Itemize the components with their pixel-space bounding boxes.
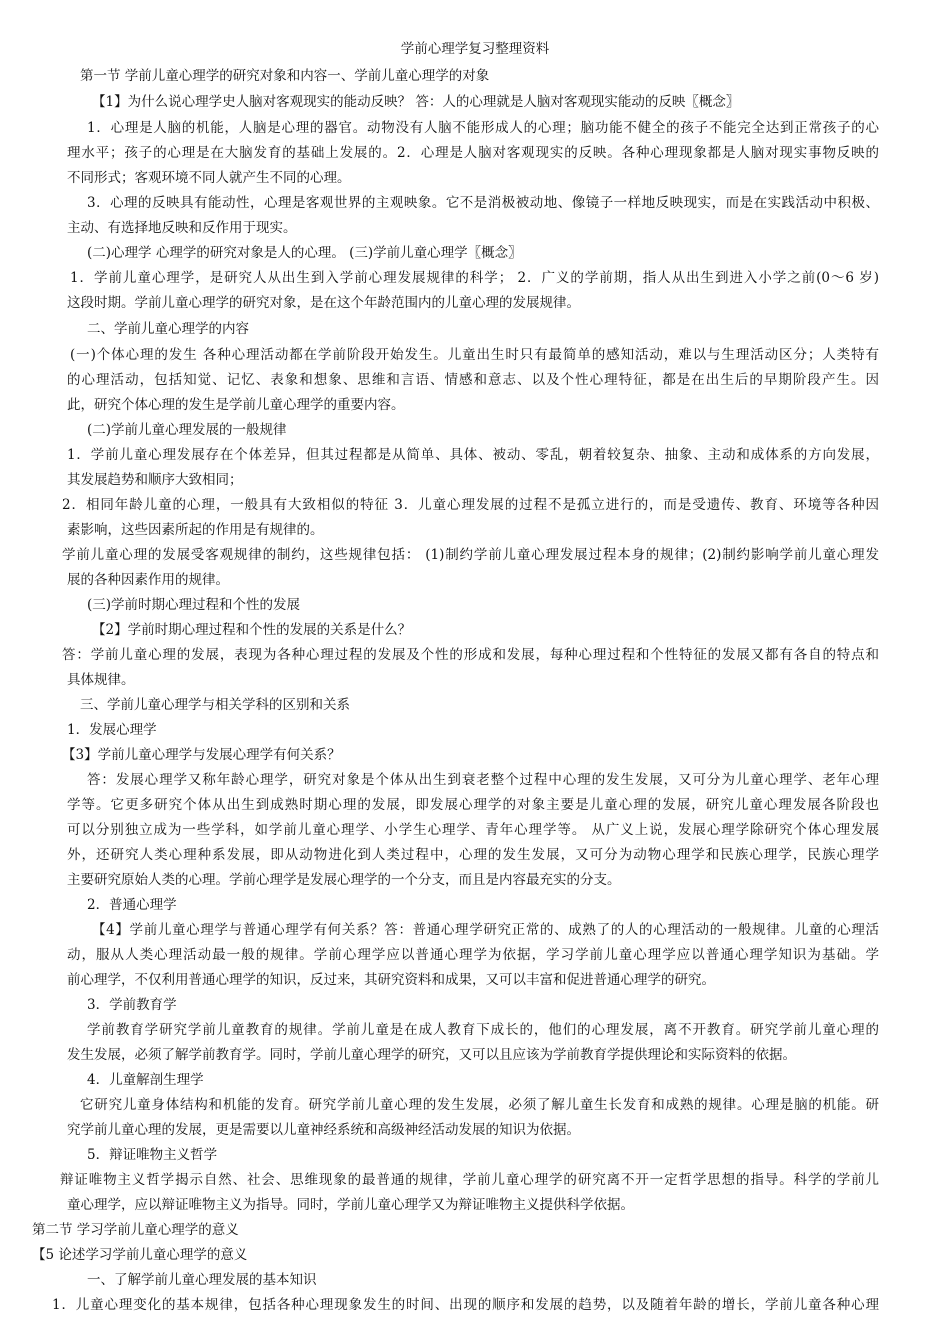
paragraph-line: 答：学前儿童心理的发展，表现为各种心理过程的发展及个性的形成和发展，每种心理过程和个性特征的发展又都有各自的特点和 — [62, 647, 879, 663]
paragraph-line: 素影响，这些因素所起的作用是有规律的。 — [67, 522, 324, 538]
section-heading: (三)学前时期心理过程和个性的发展 — [87, 597, 301, 613]
paragraph-line: 学等。它更多研究个体从出生到成熟时期心理的发展，即发展心理学的对象主要是儿童心理的发展，研究儿童心理发展各阶段也 — [67, 797, 879, 813]
paragraph-line: 外，还研究人类心理种系发展，即从动物进化到人类过程中，心理的发生发展，又可分为动物心理学和民族心理学，民族心理学 — [67, 847, 879, 863]
section-heading: 二、学前儿童心理学的内容 — [87, 321, 249, 337]
section-heading: 1．发展心理学 — [67, 722, 157, 738]
section-heading: (二)学前儿童心理发展的一般规律 — [87, 422, 287, 438]
paragraph-line: 这段时期。学前儿童心理学的研究对象，是在这个年龄范围内的儿童心理的发展规律。 — [67, 295, 580, 311]
paragraph-line: 究学前儿童心理的发展，更是需要以儿童神经系统和高级神经活动发展的知识为依据。 — [67, 1122, 580, 1138]
paragraph-line: 辩证唯物主义哲学揭示自然、社会、思维现象的最普通的规律，学前儿童心理学的研究离不开一定哲学思想的指导。科学的学前儿 — [60, 1172, 879, 1188]
paragraph-line: 3．心理的反映具有能动性，心理是客观世界的主观映象。它不是消极被动地、像镜子一样地反映现实，而是在实践活动中积极、 — [87, 195, 879, 211]
section-heading: 一、了解学前儿童心理发展的基本知识 — [87, 1272, 317, 1288]
paragraph-line: 的心理活动，包括知觉、记忆、表象和想象、思维和言语、情感和意志、以及个性心理特征，都是在出生后的早期阶段产生。因 — [67, 372, 879, 388]
paragraph-line: 1．学前儿童心理学，是研究人从出生到入学前心理发展规律的科学； 2．广义的学前期，指人从出生到进入小学之前(0～6 岁) — [70, 270, 879, 286]
paragraph-line: 理水平；孩子的心理是在大脑发育的基础上发展的。2．心理是人脑对客观现实的反映。各种心理现象都是人脑对现实事物反映的 — [67, 145, 879, 161]
paragraph-line: 其发展趋势和顺序大致相同； — [67, 472, 243, 488]
paragraph-line: 可以分别独立成为一些学科，如学前儿童心理学、小学生心理学、青年心理学等。 从广义上说，发展心理学除研究个体心理发展 — [67, 822, 879, 838]
question-line: 【5 论述学习学前儿童心理学的意义 — [32, 1247, 248, 1263]
paragraph-line: 主动、有选择地反映和反作用于现实。 — [67, 220, 297, 236]
section-heading: 第一节 学前儿童心理学的研究对象和内容一、学前儿童心理学的对象 — [80, 68, 490, 84]
question-line: 【4】学前儿童心理学与普通心理学有何关系？答：普通心理学研究正常的、成熟了的人的心理活动的一般规律。儿童的心理活 — [92, 922, 879, 938]
section-heading: 5．辩证唯物主义哲学 — [87, 1147, 218, 1163]
section-heading: 2．普通心理学 — [87, 897, 177, 913]
question-line: 【1】为什么说心理学史人脑对客观现实的能动反映？ 答：人的心理就是人脑对客观现实能动的反映〖概念〗 — [92, 94, 740, 110]
paragraph-line: 学前儿童心理的发展受客观规律的制约，这些规律包括： (1)制约学前儿童心理发展过程本身的规律；(2)制约影响学前儿童心理发 — [62, 547, 879, 563]
paragraph-line: 展的各种因素作用的规律。 — [67, 572, 229, 588]
paragraph-line: 1．儿童心理变化的基本规律，包括各种心理现象发生的时间、出现的顺序和发展的趋势，以及随着年龄的增长，学前儿童各种心理 — [52, 1297, 879, 1313]
paragraph-line: 答：发展心理学又称年龄心理学，研究对象是个体从出生到衰老整个过程中心理的发生发展，又可分为儿童心理学、老年心理 — [87, 772, 879, 788]
document-title: 学前心理学复习整理资料 — [400, 41, 550, 57]
question-line: 【2】学前时期心理过程和个性的发展的关系是什么？ — [92, 622, 412, 638]
paragraph-line: 发生发展，必须了解学前教育学。同时，学前儿童心理学的研究，又可以且应该为学前教育学提供理论和实际资料的依据。 — [67, 1047, 796, 1063]
paragraph-line: 1．心理是人脑的机能，人脑是心理的器官。动物没有人脑不能形成人的心理；脑功能不健全的孩子不能完全达到正常孩子的心 — [87, 120, 879, 136]
section-heading: 三、学前儿童心理学与相关学科的区别和关系 — [80, 697, 350, 713]
paragraph-line: 1．学前儿童心理发展存在个体差异，但其过程都是从简单、具体、被动、零乱，朝着较复杂、抽象、主动和成体系的方向发展， — [67, 447, 879, 463]
paragraph-line: (二)心理学 心理学的研究对象是人的心理。 (三)学前儿童心理学〖概念〗 — [87, 245, 522, 261]
paragraph-line: 动，服从人类心理活动最一般的规律。学前心理学应以普通心理学为依据，学习学前儿童心理学应以普通心理学知识为基础。学 — [67, 947, 879, 963]
paragraph-line: 学前教育学研究学前儿童教育的规律。学前儿童是在成人教育下成长的，他们的心理发展，离不开教育。研究学前儿童心理的 — [87, 1022, 879, 1038]
paragraph-line: 此，研究个体心理的发生是学前儿童心理学的重要内容。 — [67, 397, 405, 413]
paragraph-line: 主要研究原始人类的心理。学前心理学是发展心理学的一个分支，而且是内容最充实的分支。 — [67, 872, 621, 888]
paragraph-line: 具体规律。 — [67, 672, 135, 688]
paragraph-line: 2．相同年龄儿童的心理，一般具有大致相似的特征 3．儿童心理发展的过程不是孤立进行的，而是受遗传、教育、环境等各种因 — [62, 497, 879, 513]
section-heading: 3．学前教育学 — [87, 997, 177, 1013]
paragraph-line: 它研究儿童身体结构和机能的发育。研究学前儿童心理的发生发展，必须了解儿童生长发育和成熟的规律。心理是脑的机能。研 — [80, 1097, 879, 1113]
paragraph-line: 前心理学，不仅利用普通心理学的知识，反过来，其研究资料和成果，又可以丰富和促进普通心理学的研究。 — [67, 972, 715, 988]
paragraph-line: 不同形式；客观环境不同人就产生不同的心理。 — [67, 170, 351, 186]
section-heading: 4．儿童解剖生理学 — [87, 1072, 204, 1088]
question-line: 【3】学前儿童心理学与发展心理学有何关系？ — [62, 747, 341, 763]
paragraph-line: 童心理学，应以辩证唯物主义为指导。同时，学前儿童心理学又为辩证唯物主义提供科学依据。 — [67, 1197, 634, 1213]
paragraph-line: (一)个体心理的发生 各种心理活动都在学前阶段开始发生。儿童出生时只有最简单的感知活动，难以与生理活动区分；人类特有 — [70, 347, 879, 363]
section-heading: 第二节 学习学前儿童心理学的意义 — [32, 1222, 239, 1238]
